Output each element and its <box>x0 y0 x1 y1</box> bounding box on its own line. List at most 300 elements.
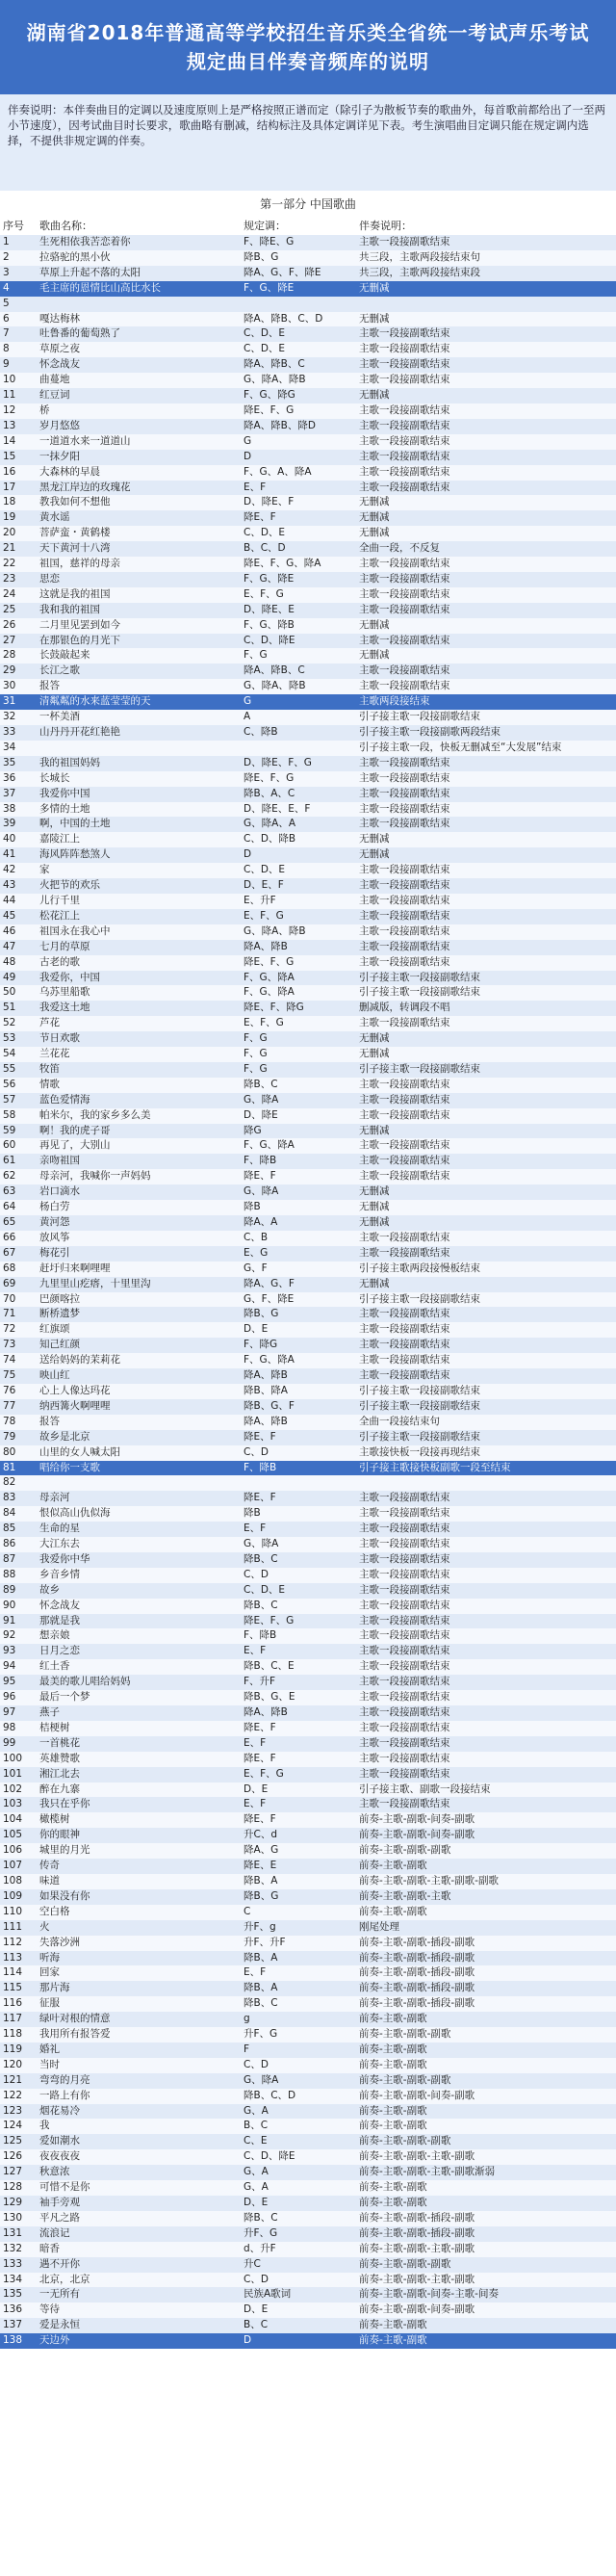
cell-song-name: 一路上有你 <box>37 2089 241 2104</box>
cell-note: 主歌一段接副歌结束 <box>356 1552 616 1568</box>
cell-song-name: 纳西篝火啊哩哩 <box>37 1399 241 1415</box>
cell-key: 降B、A <box>241 1874 356 1889</box>
cell-number: 35 <box>0 756 37 771</box>
cell-note: 前奏-主歌-副歌-插段-副歌 <box>356 1981 616 1996</box>
table-row <box>0 1384 616 1399</box>
table-row <box>0 1874 616 1889</box>
cell-note: 主歌一段接副歌结束 <box>356 1736 616 1752</box>
cell-song-name <box>37 741 241 756</box>
cell-number: 71 <box>0 1307 37 1322</box>
cell-note: 引子接主歌一段接副歌结束 <box>356 1430 616 1445</box>
cell-number: 29 <box>0 664 37 679</box>
cell-number: 108 <box>0 1874 37 1889</box>
cell-number: 72 <box>0 1322 37 1338</box>
table-row <box>0 909 616 924</box>
cell-key: E、F <box>241 1797 356 1812</box>
cell-key: 降A、降B <box>241 940 356 955</box>
table-row <box>0 2058 616 2073</box>
cell-number: 94 <box>0 1659 37 1675</box>
cell-song-name: 弯弯的月亮 <box>37 2073 241 2089</box>
table-row <box>0 1552 616 1568</box>
cell-key: C、D、降B <box>241 832 356 847</box>
cell-number: 91 <box>0 1614 37 1629</box>
cell-number: 18 <box>0 495 37 510</box>
cell-key: F、G、降A <box>241 971 356 986</box>
cell-song-name: 报答 <box>37 1415 241 1430</box>
cell-key: 降B、G、F <box>241 1399 356 1415</box>
cell-note: 无删减 <box>356 832 616 847</box>
cell-key: 降B、C <box>241 1996 356 2012</box>
cell-number: 74 <box>0 1353 37 1368</box>
cell-number: 10 <box>0 373 37 388</box>
cell-note: 主歌一段接副歌结束 <box>356 1522 616 1537</box>
cell-number: 97 <box>0 1705 37 1721</box>
cell-note: 主歌一段接副歌结束 <box>356 235 616 250</box>
table-row <box>0 1644 616 1659</box>
cell-note: 引子接主歌、副歌一段接结束 <box>356 1782 616 1798</box>
cell-key: D、E <box>241 1782 356 1798</box>
table-row <box>0 2211 616 2226</box>
cell-note: 前奏-主歌-副歌 <box>356 2318 616 2333</box>
cell-number: 118 <box>0 2027 37 2043</box>
cell-key: F、G、降A <box>241 1353 356 1368</box>
cell-note: 主歌一段接副歌结束 <box>356 1767 616 1782</box>
cell-key: E、F <box>241 1965 356 1981</box>
cell-note: 主歌一段接副歌结束 <box>356 1537 616 1552</box>
cell-note: 主歌一段接副歌结束 <box>356 1491 616 1506</box>
cell-note: 前奏-主歌-副歌-副歌 <box>356 2027 616 2043</box>
cell-key: 降B、C <box>241 1599 356 1614</box>
cell-number: 123 <box>0 2104 37 2120</box>
cell-key: 降E、F <box>241 1430 356 1445</box>
table-row <box>0 388 616 403</box>
cell-song-name: 母亲河，我喊你一声妈妈 <box>37 1169 241 1184</box>
table-row <box>0 1169 616 1184</box>
cell-key: D、E <box>241 1322 356 1338</box>
cell-number: 28 <box>0 648 37 664</box>
cell-note: 主歌一段接副歌结束 <box>356 940 616 955</box>
cell-key: 降E、F <box>241 510 356 526</box>
table-row <box>0 1322 616 1338</box>
cell-note: 前奏-主歌-副歌-间奏-副歌 <box>356 1812 616 1828</box>
cell-note: 主歌一段接副歌结束 <box>356 771 616 787</box>
table-row <box>0 281 616 297</box>
cell-key: G、降A、降B <box>241 373 356 388</box>
cell-song-name: 吐鲁番的葡萄熟了 <box>37 326 241 342</box>
cell-key: C、D、E <box>241 526 356 541</box>
cell-key: E、F、G <box>241 1767 356 1782</box>
table-row <box>0 2104 616 2120</box>
cell-song-name: 在那银色的月光下 <box>37 634 241 649</box>
cell-number: 47 <box>0 940 37 955</box>
cell-note: 主歌一段接副歌结束 <box>356 1583 616 1599</box>
cell-note: 主歌一段接副歌结束 <box>356 1154 616 1169</box>
cell-song-name: 最后一个梦 <box>37 1690 241 1705</box>
cell-number: 43 <box>0 878 37 894</box>
cell-key: 降E、F <box>241 1169 356 1184</box>
cell-key: 升C <box>241 2257 356 2273</box>
cell-key: D、E <box>241 2303 356 2318</box>
section-title: 第一部分 中国歌曲 <box>0 191 616 218</box>
cell-number: 103 <box>0 1797 37 1812</box>
cell-key: 降E、F、降G <box>241 1001 356 1016</box>
cell-note: 前奏-主歌-副歌-主歌-副歌-副歌 <box>356 1874 616 1889</box>
cell-song-name: 七月的草原 <box>37 940 241 955</box>
cell-key: F、降B <box>241 1154 356 1169</box>
table-row <box>0 618 616 634</box>
table-row <box>0 1767 616 1782</box>
cell-song-name: 爱如潮水 <box>37 2134 241 2149</box>
table-row <box>0 1016 616 1031</box>
cell-number: 73 <box>0 1338 37 1353</box>
cell-song-name: 湘江北去 <box>37 1767 241 1782</box>
cell-note: 主歌一段接副歌结束 <box>356 587 616 603</box>
cell-number: 3 <box>0 266 37 281</box>
table-row <box>0 1736 616 1752</box>
cell-key: E、F、G <box>241 1016 356 1031</box>
cell-key: 降E、F <box>241 1752 356 1767</box>
cell-number: 40 <box>0 832 37 847</box>
cell-number: 134 <box>0 2273 37 2288</box>
cell-key: D、降E、F <box>241 495 356 510</box>
cell-key: C、D、E <box>241 326 356 342</box>
cell-number: 51 <box>0 1001 37 1016</box>
cell-key: 降A、G、F <box>241 1277 356 1292</box>
cell-key: d、升F <box>241 2242 356 2257</box>
table-row <box>0 1951 616 1966</box>
cell-number: 56 <box>0 1078 37 1093</box>
header-accompaniment-note: 伴奏说明： <box>356 218 616 235</box>
cell-song-name: 红土香 <box>37 1659 241 1675</box>
cell-number: 9 <box>0 357 37 373</box>
cell-key: D、降E、F、G <box>241 756 356 771</box>
table-row <box>0 419 616 434</box>
cell-note <box>356 1475 616 1491</box>
cell-key <box>241 741 356 756</box>
cell-number: 69 <box>0 1277 37 1292</box>
table-row <box>0 510 616 526</box>
table-row <box>0 572 616 587</box>
cell-song-name: 征服 <box>37 1996 241 2012</box>
table-row <box>0 1292 616 1308</box>
cell-note: 主歌一段接副歌结束 <box>356 1599 616 1614</box>
table-row <box>0 373 616 388</box>
cell-number: 119 <box>0 2043 37 2058</box>
cell-song-name: 袖手旁观 <box>37 2196 241 2211</box>
cell-song-name: 我的祖国妈妈 <box>37 756 241 771</box>
table-row <box>0 1583 616 1599</box>
cell-key: B、C、D <box>241 541 356 557</box>
cell-song-name: 帕米尔，我的家乡多么美 <box>37 1108 241 1124</box>
table-row <box>0 1522 616 1537</box>
cell-song-name: 你的眼神 <box>37 1828 241 1843</box>
cell-number: 93 <box>0 1644 37 1659</box>
cell-note: 引子接主歌一段接副歌结束 <box>356 985 616 1001</box>
cell-song-name: 报答 <box>37 679 241 694</box>
cell-key: G、降A <box>241 1537 356 1552</box>
cell-key: 降B、A <box>241 1951 356 1966</box>
cell-number: 36 <box>0 771 37 787</box>
cell-note <box>356 297 616 312</box>
cell-note: 主歌一段接副歌结束 <box>356 878 616 894</box>
cell-song-name <box>37 1475 241 1491</box>
cell-note: 无删减 <box>356 1031 616 1047</box>
cell-key: E、F <box>241 1522 356 1537</box>
cell-key: C <box>241 1905 356 1920</box>
cell-number: 101 <box>0 1767 37 1782</box>
cell-note: 前奏-主歌-副歌-间奏-主歌-间奏 <box>356 2287 616 2303</box>
cell-key: E、F、G <box>241 587 356 603</box>
cell-note: 主歌一段接副歌结束 <box>356 373 616 388</box>
table-row <box>0 1231 616 1246</box>
cell-key: E、F <box>241 1644 356 1659</box>
table-row <box>0 971 616 986</box>
header-key: 规定调： <box>241 218 356 235</box>
table-row <box>0 741 616 756</box>
cell-song-name: 如果没有你 <box>37 1889 241 1905</box>
cell-key: D <box>241 450 356 465</box>
cell-song-name: 黑龙江岸边的玫瑰花 <box>37 481 241 496</box>
cell-number: 100 <box>0 1752 37 1767</box>
cell-number: 21 <box>0 541 37 557</box>
cell-song-name: 情歌 <box>37 1078 241 1093</box>
cell-song-name: 长城长 <box>37 771 241 787</box>
cell-key: 降A、降B <box>241 1368 356 1384</box>
cell-number: 26 <box>0 618 37 634</box>
cell-song-name: 一杯美酒 <box>37 710 241 725</box>
table-row <box>0 587 616 603</box>
cell-number: 60 <box>0 1138 37 1154</box>
table-row <box>0 557 616 572</box>
cell-note: 引子接主歌接快板副歌一段至结束 <box>356 1461 616 1476</box>
table-row <box>0 1905 616 1920</box>
cell-song-name: 巴颜喀拉 <box>37 1292 241 1308</box>
cell-note: 引子接主歌一段接副歌结束 <box>356 1399 616 1415</box>
cell-key: C、D、E <box>241 342 356 357</box>
table-row <box>0 1047 616 1062</box>
cell-song-name: 怀念战友 <box>37 357 241 373</box>
cell-key: 降B、降A <box>241 1384 356 1399</box>
cell-song-name: 红旗颂 <box>37 1322 241 1338</box>
cell-key: E、F <box>241 1736 356 1752</box>
page-title-line2: 规定曲目伴奏音频库的说明 <box>187 50 429 73</box>
cell-key: F、降B <box>241 1461 356 1476</box>
cell-number: 33 <box>0 725 37 741</box>
cell-number: 5 <box>0 297 37 312</box>
cell-number: 20 <box>0 526 37 541</box>
cell-key: 降E、F <box>241 1812 356 1828</box>
table-row <box>0 2027 616 2043</box>
cell-key: 降E、F <box>241 1491 356 1506</box>
cell-number: 59 <box>0 1124 37 1139</box>
cell-note: 主歌一段接副歌结束 <box>356 756 616 771</box>
cell-song-name: 梅花引 <box>37 1246 241 1262</box>
cell-note: 主歌一段接副歌结束 <box>356 1675 616 1690</box>
cell-note: 无删减 <box>356 1124 616 1139</box>
cell-note: 主歌一段接副歌结束 <box>356 434 616 450</box>
table-row <box>0 2134 616 2149</box>
table-row <box>0 1859 616 1874</box>
cell-number: 37 <box>0 787 37 802</box>
cell-key: 降B、C <box>241 1078 356 1093</box>
table-row <box>0 2089 616 2104</box>
cell-key: G、F <box>241 1262 356 1277</box>
cell-number: 25 <box>0 603 37 618</box>
cell-note: 共三段，主歌两段接结束句 <box>356 250 616 266</box>
cell-note: 主歌一段接副歌结束 <box>356 1169 616 1184</box>
cell-number: 49 <box>0 971 37 986</box>
cell-number: 46 <box>0 924 37 940</box>
cell-number: 44 <box>0 894 37 909</box>
cell-number: 83 <box>0 1491 37 1506</box>
cell-note: 前奏-主歌-副歌-副歌 <box>356 2134 616 2149</box>
table-row <box>0 2318 616 2333</box>
table-row <box>0 1568 616 1583</box>
table-row <box>0 2226 616 2242</box>
cell-key: F、降B <box>241 1628 356 1644</box>
cell-number: 121 <box>0 2073 37 2089</box>
cell-key: F、G、降A <box>241 985 356 1001</box>
cell-number: 122 <box>0 2089 37 2104</box>
cell-song-name: 海风阵阵愁煞人 <box>37 847 241 863</box>
cell-key: C、D <box>241 2058 356 2073</box>
cell-note: 主歌一段接副歌结束 <box>356 1368 616 1384</box>
table-row <box>0 955 616 971</box>
cell-song-name: 岁月悠悠 <box>37 419 241 434</box>
table-row <box>0 1599 616 1614</box>
cell-key: E、升F <box>241 894 356 909</box>
table-row <box>0 541 616 557</box>
table-row <box>0 1154 616 1169</box>
cell-note: 前奏-主歌-副歌-主歌-副歌渐弱 <box>356 2165 616 2180</box>
cell-note: 前奏-主歌-副歌 <box>356 2058 616 2073</box>
cell-number: 86 <box>0 1537 37 1552</box>
cell-number: 131 <box>0 2226 37 2242</box>
table-row <box>0 1690 616 1705</box>
table-row <box>0 1124 616 1139</box>
cell-key: F、降G <box>241 1338 356 1353</box>
cell-note: 无删减 <box>356 312 616 327</box>
cell-number: 126 <box>0 2149 37 2165</box>
cell-key: F、G <box>241 1047 356 1062</box>
cell-key: 降B <box>241 1200 356 1215</box>
cell-key: C、D、E <box>241 1583 356 1599</box>
cell-number: 79 <box>0 1430 37 1445</box>
cell-note: 主歌一段接副歌结束 <box>356 909 616 924</box>
table-row <box>0 1031 616 1047</box>
cell-number: 6 <box>0 312 37 327</box>
cell-note: 前奏-主歌-副歌-主歌 <box>356 1889 616 1905</box>
cell-note: 前奏-主歌-副歌 <box>356 2043 616 2058</box>
table-row <box>0 1889 616 1905</box>
cell-number: 120 <box>0 2058 37 2073</box>
cell-note: 无删减 <box>356 1215 616 1231</box>
cell-song-name: 婚礼 <box>37 2043 241 2058</box>
cell-number: 90 <box>0 1599 37 1614</box>
cell-key: 降E、F、G <box>241 403 356 419</box>
cell-number: 50 <box>0 985 37 1001</box>
cell-song-name: 赶圩归来啊哩哩 <box>37 1262 241 1277</box>
cell-key: 降E、F、G、降A <box>241 557 356 572</box>
cell-note: 前奏-主歌-副歌-间奏-副歌 <box>356 2089 616 2104</box>
cell-song-name: 儿行千里 <box>37 894 241 909</box>
cell-note: 主歌一段接副歌结束 <box>356 1231 616 1246</box>
table-row <box>0 787 616 802</box>
cell-note: 前奏-主歌-副歌-插段-副歌 <box>356 1951 616 1966</box>
table-row <box>0 1399 616 1415</box>
table-row <box>0 1108 616 1124</box>
table-row <box>0 1936 616 1951</box>
cell-song-name: 火 <box>37 1920 241 1936</box>
cell-song-name: 我爱你中国 <box>37 787 241 802</box>
cell-number: 11 <box>0 388 37 403</box>
cell-key: C、降B <box>241 725 356 741</box>
cell-note: 刚尾处理 <box>356 1920 616 1936</box>
cell-song-name: 牧笛 <box>37 1062 241 1078</box>
cell-note: 主歌两段接结束 <box>356 694 616 710</box>
table-row <box>0 250 616 266</box>
table-row <box>0 2012 616 2027</box>
cell-key: 降E、E <box>241 1859 356 1874</box>
cell-key: F、G、A、降A <box>241 465 356 481</box>
table-row <box>0 1920 616 1936</box>
cell-note: 无删减 <box>356 526 616 541</box>
table-row <box>0 297 616 312</box>
table-row <box>0 771 616 787</box>
cell-key: D、降E <box>241 1108 356 1124</box>
accompaniment-note: 伴奏说明：本伴奏曲目的定调以及速度原则上是严格按照正谱而定（除引子为散板节奏的歌曲外，每首歌前都给出了一至两小节速度），因考试曲目时长要求，歌曲略有删减，结构标注及具体定调详见下表。考生演唱曲目定调只能在规定调内选择，不提供非规定调的伴奏。 <box>0 94 616 191</box>
cell-number: 7 <box>0 326 37 342</box>
cell-note: 主歌一段接副歌结束 <box>356 342 616 357</box>
cell-song-name: 一无所有 <box>37 2287 241 2303</box>
cell-number: 138 <box>0 2333 37 2349</box>
cell-number: 67 <box>0 1246 37 1262</box>
cell-key: E、F <box>241 481 356 496</box>
cell-song-name: 再见了，大别山 <box>37 1138 241 1154</box>
cell-song-name: 生命的星 <box>37 1522 241 1537</box>
cell-song-name: 橄榄树 <box>37 1812 241 1828</box>
cell-number: 61 <box>0 1154 37 1169</box>
cell-key: 降G <box>241 1124 356 1139</box>
cell-number: 14 <box>0 434 37 450</box>
cell-note: 主歌一段接副歌结束 <box>356 357 616 373</box>
cell-song-name: 蓝色爱情海 <box>37 1093 241 1108</box>
cell-note: 主歌一段接副歌结束 <box>356 419 616 434</box>
cell-note: 主歌一段接副歌结束 <box>356 326 616 342</box>
cell-number: 135 <box>0 2287 37 2303</box>
cell-key: G、降A、降B <box>241 924 356 940</box>
table-row <box>0 2119 616 2134</box>
cell-key: 升F、g <box>241 1920 356 1936</box>
cell-song-name: 九里里山疙瘩，十里里沟 <box>37 1277 241 1292</box>
cell-number: 53 <box>0 1031 37 1047</box>
cell-song-name: 祖国，慈祥的母亲 <box>37 557 241 572</box>
cell-note: 主歌一段接副歌结束 <box>356 894 616 909</box>
cell-number: 132 <box>0 2242 37 2257</box>
cell-key: F、G <box>241 1031 356 1047</box>
cell-note: 主歌一段接副歌结束 <box>356 955 616 971</box>
cell-song-name: 二月里见罢到如今 <box>37 618 241 634</box>
cell-number: 92 <box>0 1628 37 1644</box>
cell-song-name: 曲蔓地 <box>37 373 241 388</box>
cell-number: 16 <box>0 465 37 481</box>
cell-key: F、G <box>241 648 356 664</box>
cell-song-name: 听海 <box>37 1951 241 1966</box>
table-row <box>0 1491 616 1506</box>
cell-song-name: 山里的女人喊太阳 <box>37 1445 241 1461</box>
cell-key: 降A、降B <box>241 1705 356 1721</box>
cell-number: 125 <box>0 2134 37 2149</box>
